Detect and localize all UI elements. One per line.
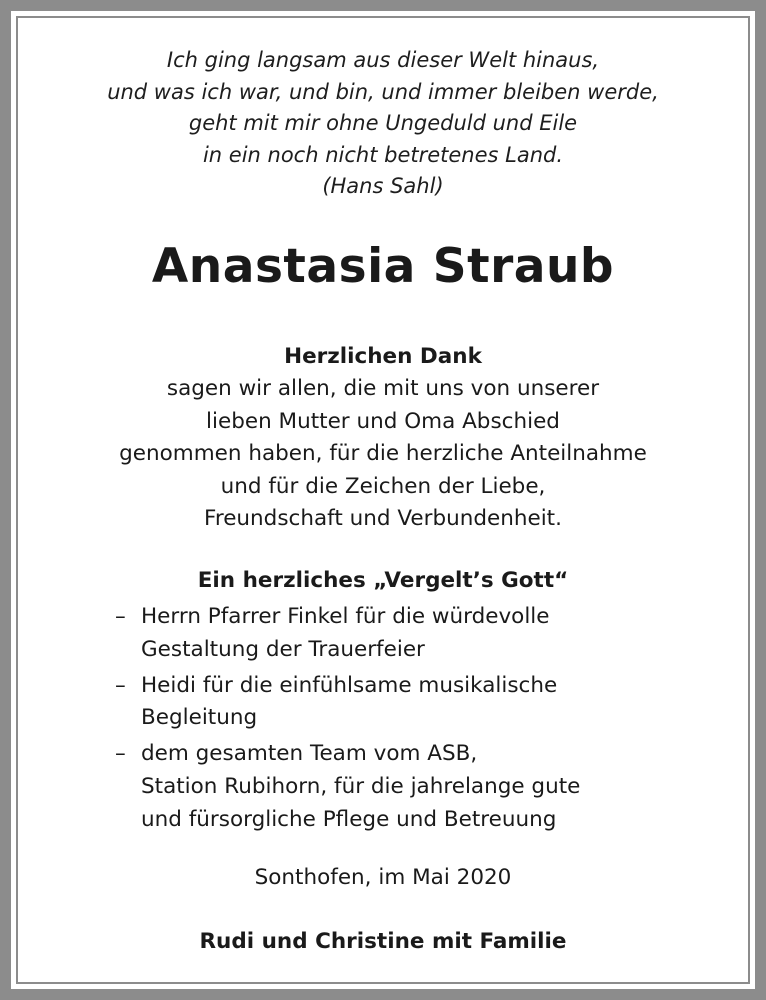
obituary-content: [11, 11, 755, 989]
list-item-line: Herrn Pfarrer Finkel für die würdevolle: [141, 604, 550, 629]
list-dash: –: [115, 672, 126, 698]
thanks-line: Freundschaft und Verbundenheit.: [204, 506, 562, 532]
list-item-line: Station Rubihorn, für die jahrelange gute: [141, 773, 581, 799]
thanks-line: sagen wir allen, die mit uns von unserer: [166, 376, 600, 402]
gratitude-list: [115, 601, 580, 840]
thanks-line: lieben Mutter und Oma Abschied: [206, 408, 560, 434]
deceased-name: Anastasia Straub: [151, 239, 615, 294]
list-item-line: dem gesamten Team vom ASB,: [141, 741, 478, 767]
list-item-line: Heidi für die einfühlsame musikalische: [141, 672, 558, 698]
thanks-line: und für die Zeichen der Liebe,: [220, 473, 546, 499]
quote-line: Ich ging langsam aus dieser Welt hinaus,: [166, 48, 600, 72]
list-item-line: und fürsorgliche Pflege und Betreuung: [141, 806, 557, 832]
list-dash: –: [115, 741, 126, 767]
place-date: Sonthofen, im Mai 2020: [254, 865, 512, 890]
quote-author: (Hans Sahl): [322, 174, 444, 198]
poem-quote: [11, 45, 755, 203]
quote-line: geht mit mir ohne Ungeduld und Eile: [188, 111, 578, 135]
vergelt-heading: Ein herzliches „Vergelt’s Gott“: [197, 568, 569, 593]
list-dash: –: [115, 604, 126, 629]
list-item-line: Gestaltung der Trauerfeier: [141, 636, 425, 662]
quote-line: in ein noch nicht betretenes Land.: [202, 142, 564, 167]
thanks-heading: Herzlichen Dank: [284, 344, 482, 369]
signature: Rudi und Christine mit Familie: [199, 929, 567, 954]
list-item: [115, 670, 580, 736]
list-item: [115, 738, 580, 836]
list-item-line: Begleitung: [141, 705, 258, 731]
thanks-section: [11, 341, 755, 535]
thanks-line: genommen haben, für die herzliche Anteilnahme: [119, 441, 647, 467]
quote-line: und was ich war, und bin, und immer bleiben werde,: [107, 79, 659, 104]
inner-frame: [9, 9, 757, 991]
list-item: [115, 601, 580, 667]
